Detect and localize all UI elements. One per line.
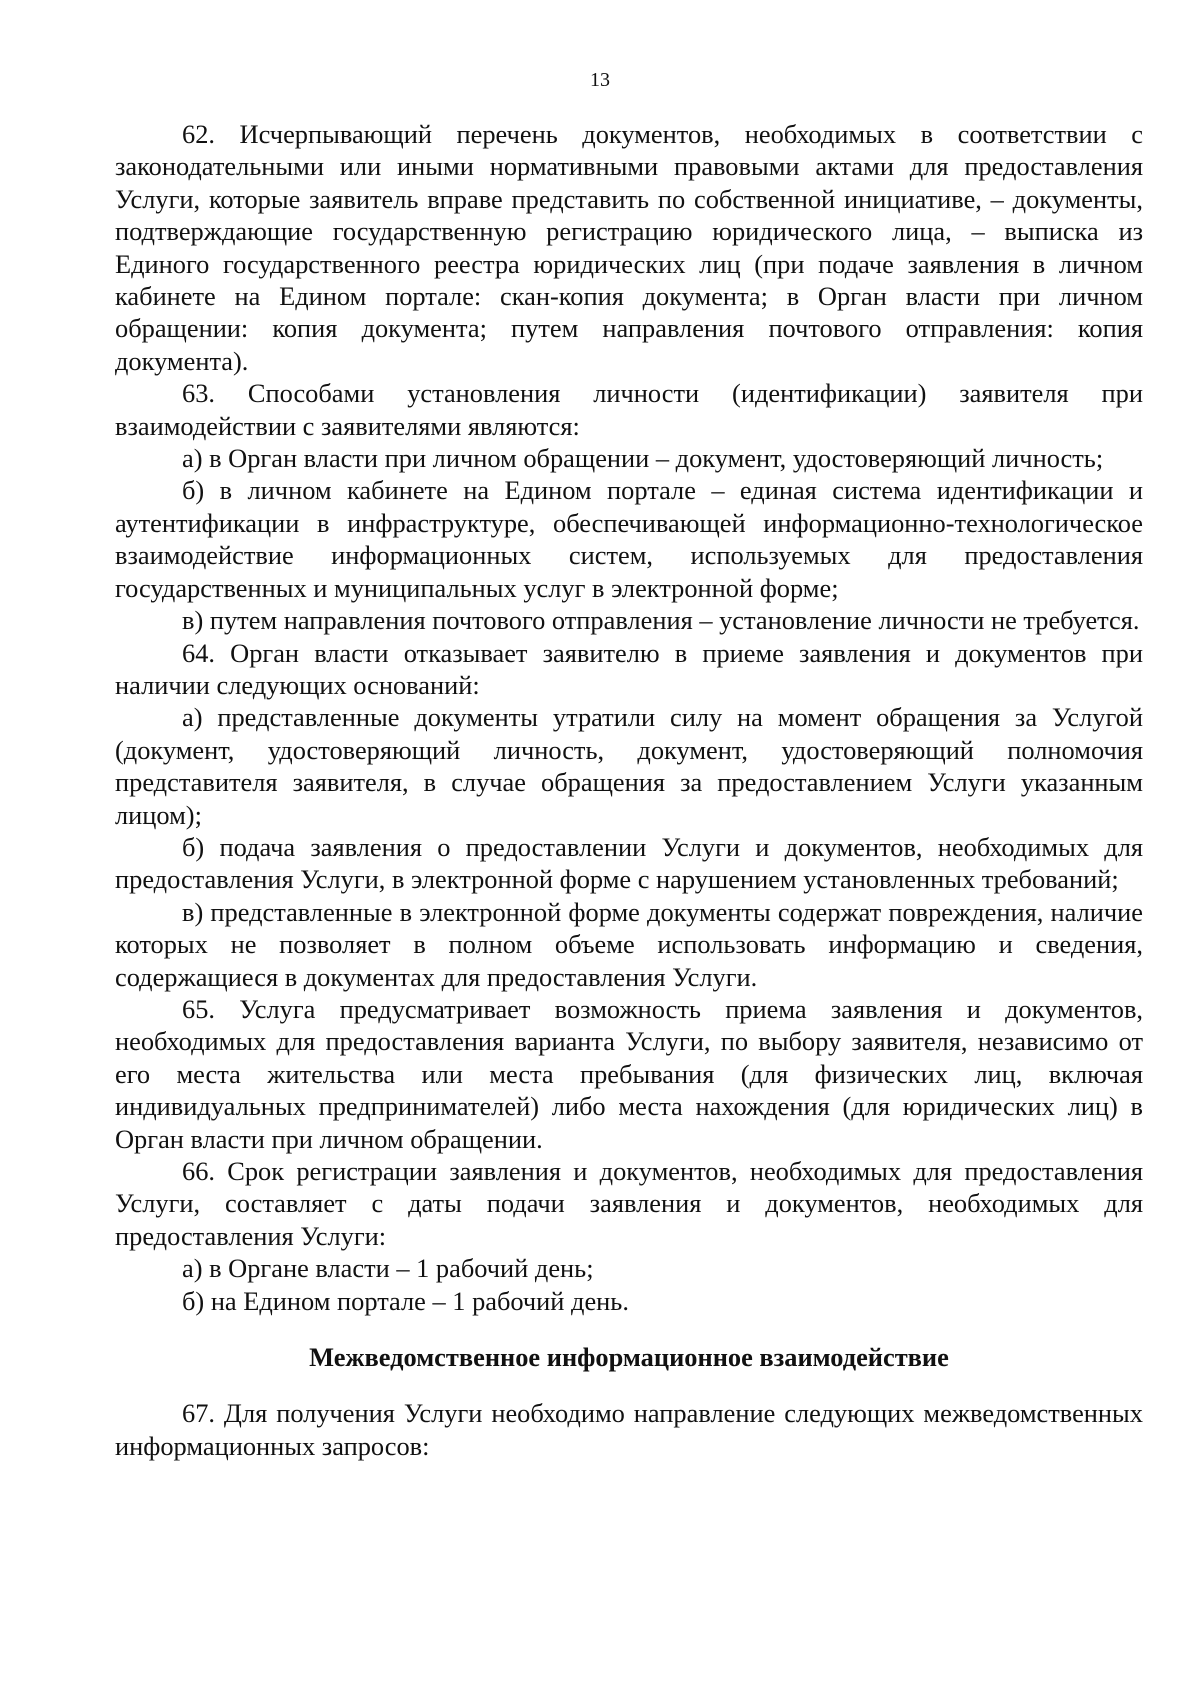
paragraph-63-item-a: а) в Орган власти при личном обращении – документ, удостоверяющий личность; (182, 443, 1104, 474)
paragraph-64-item-v: в) представленные в электронной форме документы содержат повреждения, наличие которых не позволяет в полном объеме использовать информацию и сведения, содержащиеся в документах для предоставления Услуги. (115, 896, 1143, 992)
paragraph-66-item-b: б) на Едином портале – 1 рабочий день. (182, 1285, 629, 1316)
paragraph-63-item-v: в) путем направления почтового отправления – установление личности не требуется. (182, 605, 1140, 636)
paragraph-67: 67. Для получения Услуги необходимо направление следующих межведомственных информационных запросов: (115, 1398, 1143, 1461)
paragraph-66-item-a: а) в Органе власти – 1 рабочий день; (182, 1253, 594, 1284)
paragraph-64-item-b: б) подача заявления о предоставлении Услуги и документов, необходимых для предоставления Услуги, в электронной форме с нарушением установленных требований; (115, 831, 1143, 895)
paragraph-63-item-b: б) в личном кабинете на Едином портале – единая система идентификации и аутентификации в инфраструктуре, обеспечивающей информационно-технологическое взаимодействие информационных систем, используемых для предоставления государственных и муниципальных услуг в электронной форме; (115, 475, 1143, 603)
paragraph-64: 64. Орган власти отказывает заявителю в приеме заявления и документов при наличии следующих оснований: (115, 637, 1143, 700)
section-heading: Межведомственное информационное взаимодействие (309, 1342, 949, 1373)
paragraph-62: 62. Исчерпывающий перечень документов, необходимых в соответствии с законодательными или иными нормативными правовыми актами для предоставления Услуги, которые заявитель вправе представить по собственной инициативе, – документы, подтверждающие государственную регистрацию юридического лица, – выписка из Единого государственного реестра юридических лиц (при подаче заявления в личном кабинете на Едином портале: скан-копия документа; в Орган власти при личном обращении: копия документа; путем направления почтового отправления: копия документа). (115, 119, 1143, 376)
paragraph-66: 66. Срок регистрации заявления и документов, необходимых для предоставления Услуги, составляет с даты подачи заявления и документов, необходимых для предоставления Услуги: (115, 1156, 1143, 1251)
paragraph-63: 63. Способами установления личности (идентификации) заявителя при взаимодействии с заявителями являются: (115, 378, 1143, 441)
document-body (115, 118, 1143, 1462)
page-number: 13 (590, 69, 610, 91)
paragraph-65: 65. Услуга предусматривает возможность приема заявления и документов, необходимых для предоставления варианта Услуги, по выбору заявителя, независимо от его места жительства или места пребывания (для физических лиц, включая индивидуальных предпринимателей) либо места нахождения (для юридических лиц) в Орган власти при личном обращении. (115, 993, 1143, 1154)
paragraph-64-item-a: а) представленные документы утратили силу на момент обращения за Услугой (документ, удостоверяющий личность, документ, удостоверяющий полномочия представителя заявителя, в случае обращения за предоставлением Услуги указанным лицом); (115, 702, 1143, 830)
